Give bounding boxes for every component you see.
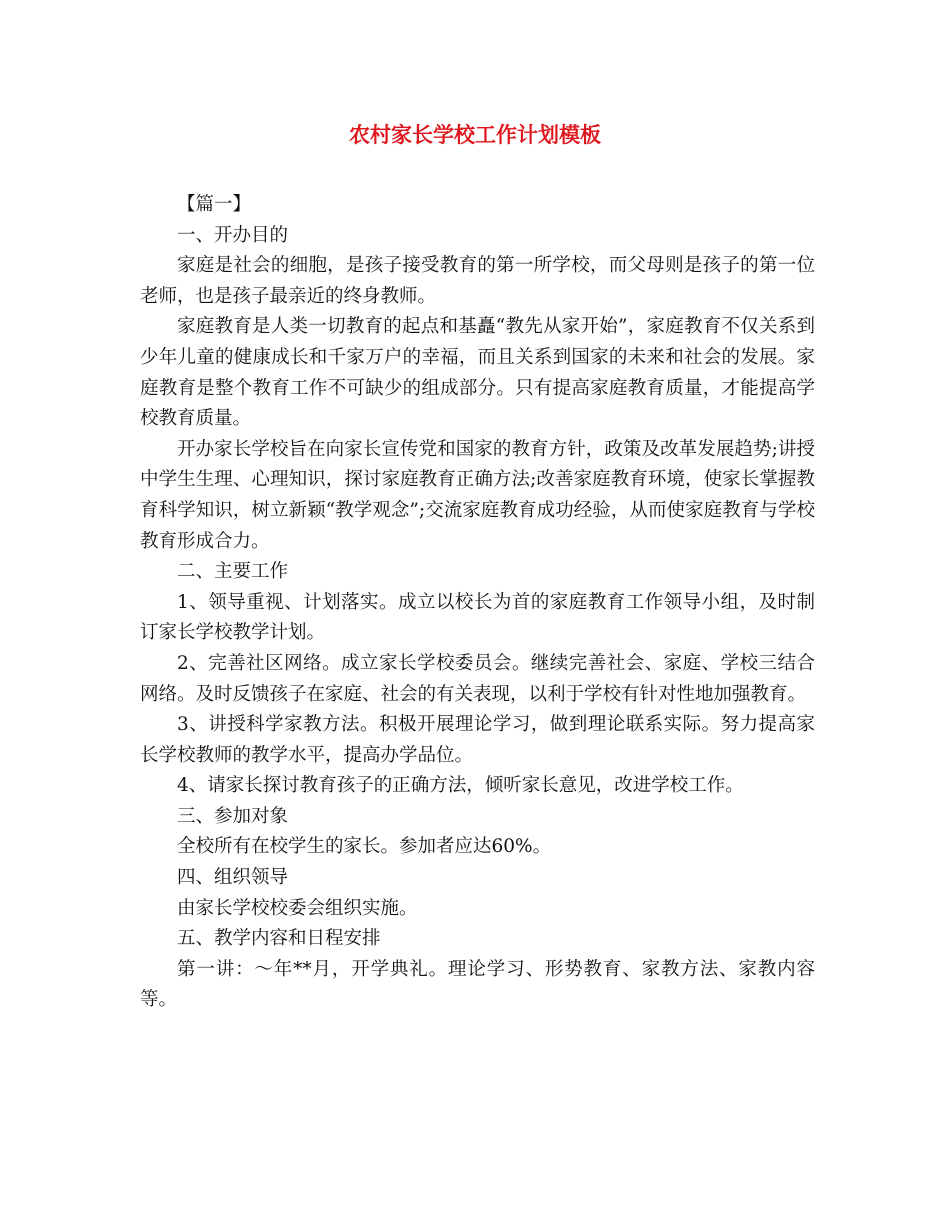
list-item: 2、完善社区网络。成立家长学校委员会。继续完善社会、家庭、学校三结合网络。及时反馈孩子在家庭、社会的有关表现，以利于学校有针对性地加强教育。 xyxy=(140,652,815,705)
body-paragraph: 家庭是社会的细胞，是孩子接受教育的第一所学校，而父母则是孩子的第一位老师，也是孩子最亲近的终身教师。 xyxy=(140,255,815,307)
section-heading: 五、教学内容和日程安排 xyxy=(177,928,381,950)
section-heading: 三、参加对象 xyxy=(177,805,289,827)
body-paragraph: 开办家长学校旨在向家长宣传党和国家的教育方针，政策及改革发展趋势;讲授中学生生理、心理知识，探讨家庭教育正确方法;改善家庭教育环境，使家长掌握教育科学知识，树立新颖“教学观念”;交流家庭教育成功经验，从而使家庭教育与学校教育形成合力。 xyxy=(140,438,815,552)
document-body xyxy=(140,190,815,1016)
document-title: 农村家长学校工作计划模板 xyxy=(349,122,601,147)
body-paragraph: 家庭教育是人类一切教育的起点和基矗“教先从家开始”，家庭教育不仅关系到少年儿童的健康成长和千家万户的幸福，而且关系到国家的未来和社会的发展。家庭教育是整个教育工作不可缺少的组成部分。只有提高家庭教育质量，才能提高学校教育质量。 xyxy=(140,316,815,430)
list-item: 4、请家长探讨教育孩子的正确方法，倾听家长意见，改进学校工作。 xyxy=(177,775,744,797)
section-label: 【篇一】 xyxy=(177,194,252,215)
body-paragraph: 由家长学校校委会组织实施。 xyxy=(177,897,418,919)
section-heading: 二、主要工作 xyxy=(177,561,289,583)
body-paragraph: 全校所有在校学生的家长。参加者应达60%。 xyxy=(177,836,552,858)
section-heading: 一、开办目的 xyxy=(177,224,289,246)
body-paragraph: 第一讲：～年**月，开学典礼。理论学习、形势教育、家教方法、家教内容等。 xyxy=(140,958,815,1011)
list-item: 1、领导重视、计划落实。成立以校长为首的家庭教育工作领导小组，及时制订家长学校教学计划。 xyxy=(140,591,815,644)
section-heading: 四、组织领导 xyxy=(177,867,289,889)
list-item: 3、讲授科学家教方法。积极开展理论学习，做到理论联系实际。努力提高家长学校教师的教学水平，提高办学品位。 xyxy=(140,714,815,766)
